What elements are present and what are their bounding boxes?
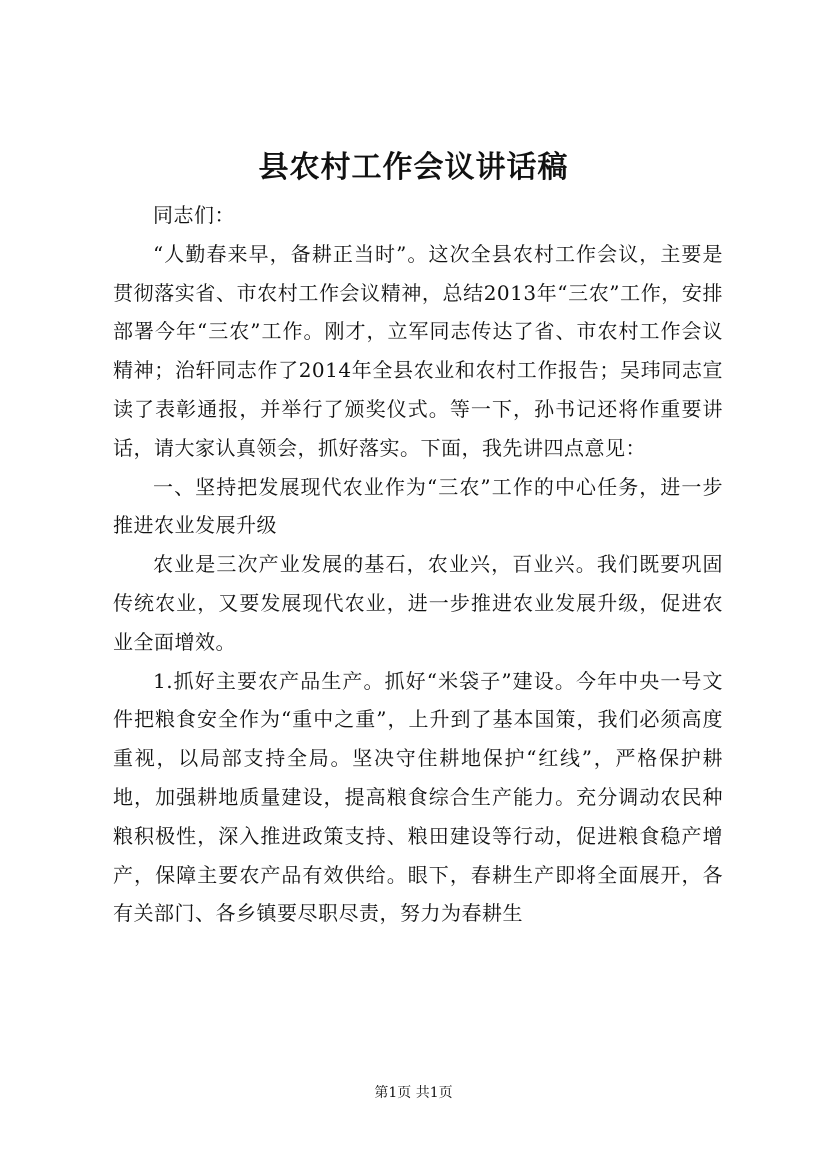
intro-paragraph: “人勤春来早，备耕正当时”。这次全县农村工作会议，主要是贯彻落实省、市农村工作会议精神，总结2013年“三农”工作，安排部署今年“三农”工作。刚才，立军同志传达了省、市农村工作会议精神；治轩同志作了2014年全县农业和农村工作报告；吴玮同志宣读了表彰通报，并举行了颁奖仪式。等一下，孙书记还将作重要讲话，请大家认真领会，抓好落实。下面，我先讲四点意见： (113, 241, 723, 460)
document-title: 县农村工作会议讲话稿 (258, 150, 569, 185)
section-1-paragraph: 农业是三次产业发展的基石，农业兴，百业兴。我们既要巩固传统农业，又要发展现代农业，进一步推进农业发展升级，促进农业全面增效。 (113, 552, 723, 654)
page-footer: 第1页 共1页 (374, 1085, 453, 1101)
salutation-paragraph: 同志们： (153, 203, 235, 227)
section-heading-1: 一、坚持把发展现代农业作为“三农”工作的中心任务，进一步推进农业发展升级 (113, 474, 723, 538)
subsection-1-paragraph: 1.抓好主要农产品生产。抓好“米袋子”建设。今年中央一号文件把粮食安全作为“重中之重”，上升到了基本国策，我们必须高度重视，以局部支持全局。坚决守住耕地保护“红线”，严格保护耕地，加强耕地质量建设，提高粮食综合生产能力。充分调动农民种粮积极性，深入推进政策支持、粮田建设等行动，促进粮食稳产增产，保障主要农产品有效供给。眼下，春耕生产即将全面展开，各有关部门、各乡镇要尽职尽责，努力为春耕生 (113, 668, 723, 926)
document-body (113, 196, 723, 933)
